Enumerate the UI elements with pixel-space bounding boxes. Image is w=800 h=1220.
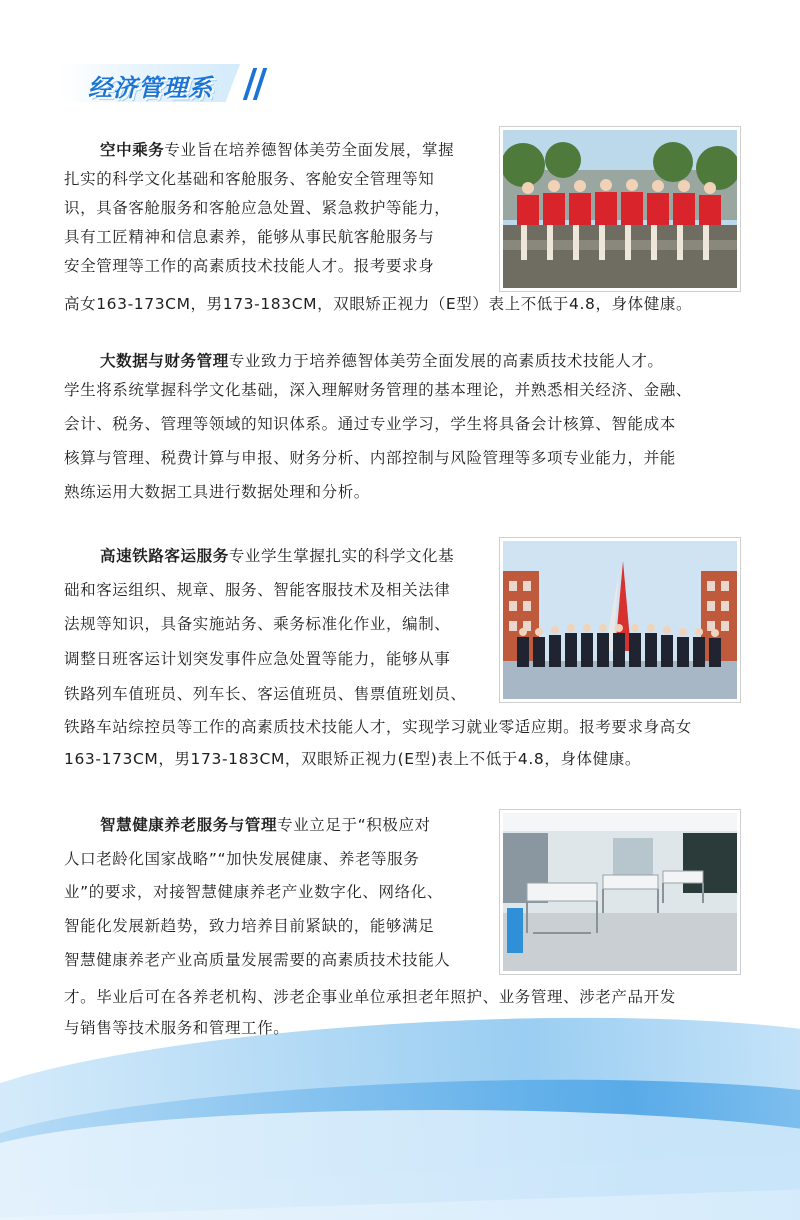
para-line: 具有工匠精神和信息素养，能够从事民航客舱服务与 [64,228,435,246]
para-line: 人口老龄化国家战略”“加快发展健康、养老等服务 [64,850,420,868]
para-line: 核算与管理、税费计算与申报、财务分析、内部控制与风险管理等多项专业能力，并能 [64,449,676,467]
para-line: 高速铁路客运服务专业学生掌握扎实的科学文化基 [100,547,455,565]
para-line: 扎实的科学文化基础和客舱服务、客舱安全管理等知 [64,170,435,188]
para-line: 空中乘务专业旨在培养德智体美劳全面发展，掌握 [100,141,455,159]
department-title: 经济管理系 [88,74,213,102]
para-line: 才。毕业后可在各养老机构、涉老企事业单位承担老年照护、业务管理、涉老产品开发 [64,988,676,1006]
para-line: 调整日班客运计划突发事件应急处置等能力，能够从事 [64,650,451,668]
para-line: 安全管理等工作的高素质技术技能人才。报考要求身 [64,257,435,275]
rail-service-photo [500,538,740,702]
para-line: 铁路车站综控员等工作的高素质技术技能人才，实现学习就业零适应期。报考要求身高女 [64,718,692,736]
major-name: 大数据与财务管理 [100,352,229,370]
flight-attendant-photo [500,127,740,291]
para-line: 业”的要求，对接智慧健康养老产业数字化、网络化、 [64,883,443,901]
major-name: 高速铁路客运服务 [100,547,229,565]
para-line: 163-173CM，男173-183CM，双眼矫正视力(E型)表上不低于4.8，身体健康。 [64,750,641,768]
para-line: 智慧健康养老服务与管理专业立足于“积极应对 [100,816,431,834]
para-line: 础和客运组织、规章、服务、智能客服技术及相关法律 [64,581,451,599]
elderly-care-ward-photo [500,810,740,974]
para-line: 铁路列车值班员、列车长、客运值班员、售票值班划员、 [64,685,467,703]
para-line: 高女163-173CM，男173-183CM，双眼矫正视力（E型）表上不低于4.8，身体健康。 [64,295,693,313]
para-line: 智慧健康养老产业高质量发展需要的高素质技术技能人 [64,951,451,969]
para-line: 与销售等技术服务和管理工作。 [64,1019,290,1037]
para-line: 会计、税务、管理等领域的知识体系。通过专业学习，学生将具备会计核算、智能成本 [64,415,676,433]
major-name: 空中乘务 [100,141,165,159]
para-line: 智能化发展新趋势，致力培养目前紧缺的，能够满足 [64,917,435,935]
decorative-wave-pale [0,1110,800,1220]
para-line: 学生将系统掌握科学文化基础，深入理解财务管理的基本理论，并熟悉相关经济、金融、 [64,381,692,399]
para-line: 熟练运用大数据工具进行数据处理和分析。 [64,483,370,501]
para-line: 大数据与财务管理专业致力于培养德智体美劳全面发展的高素质技术技能人才。 [100,352,664,370]
para-line: 识，具备客舱服务和客舱应急处置、紧急救护等能力， [64,199,451,217]
para-line: 法规等知识，具备实施站务、乘务标准化作业，编制、 [64,615,451,633]
major-name: 智慧健康养老服务与管理 [100,816,278,834]
